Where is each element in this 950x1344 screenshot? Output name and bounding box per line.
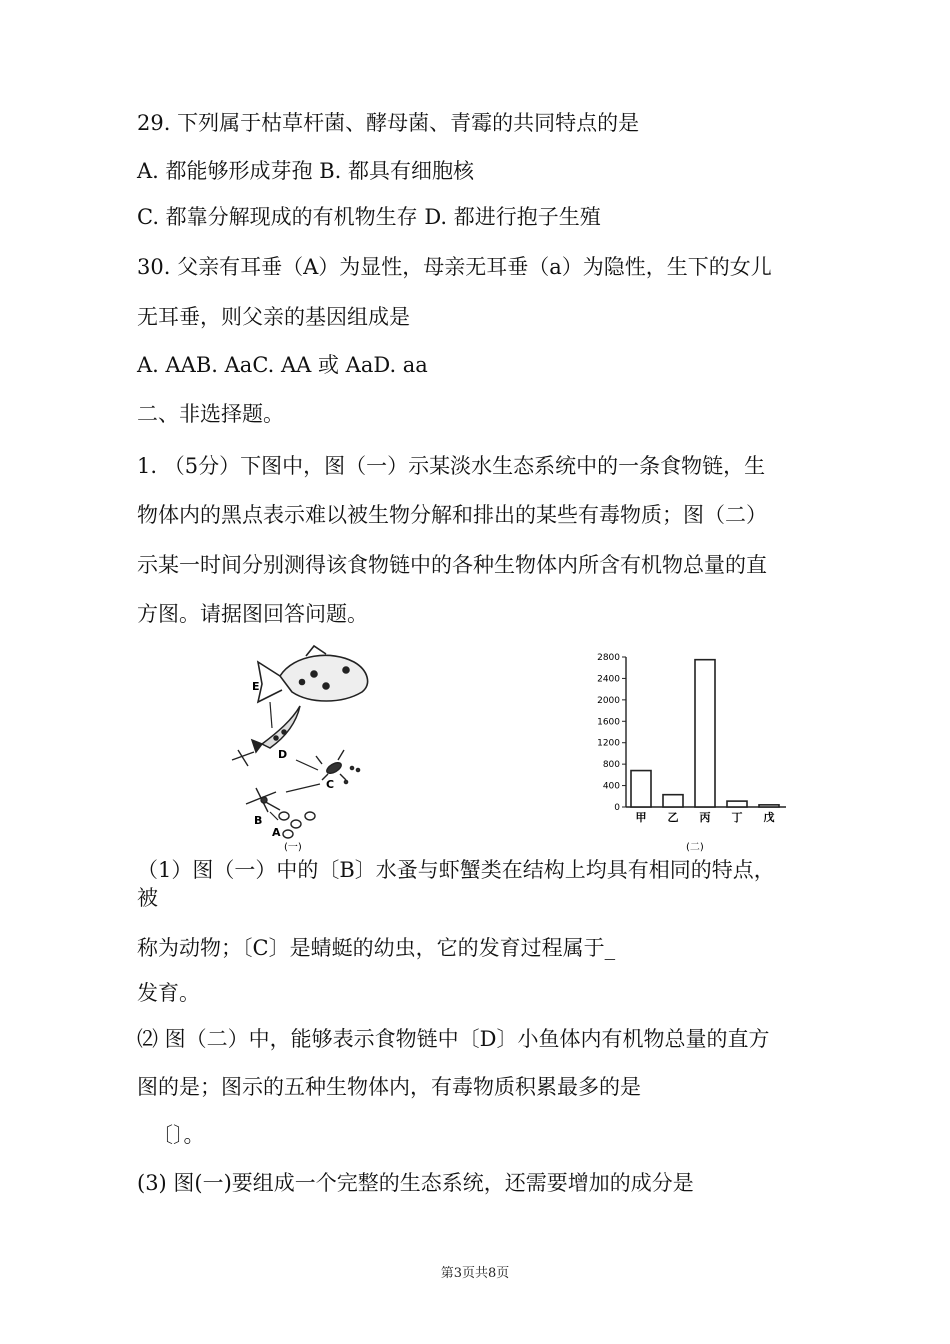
food-chain-figure [222,640,382,855]
water-flea-icon [232,750,280,812]
x-tick-label: 戊 [763,811,775,824]
sub-question-1-wrap: 被 [137,886,158,910]
x-tick-label: 甲 [635,811,647,824]
organic-matter-bar-chart [590,645,800,855]
x-tick-label: 丁 [731,811,743,824]
sub-question-2-blank: 〔〕。 [152,1123,205,1147]
bar-3 [695,660,715,807]
x-axis-labels [636,810,775,824]
sub-question-2: ⑵ 图（二）中，能够表示食物链中〔D〕小鱼体内有机物总量的直方 [137,1027,770,1051]
y-tick-label: 2000 [597,695,620,706]
q1-stem-4: 方图。请据图回答问题。 [137,602,368,626]
bar-1 [631,771,651,807]
bar-2 [663,795,683,807]
q1-stem-1: 1. （5分）下图中，图（一）示某淡水生态系统中的一条食物链，生 [137,454,766,478]
y-tick-label: 0 [614,803,620,813]
label-b: B [254,814,263,827]
question-29: 29. 下列属于枯草杆菌、酵母菌、青霉的共同特点的是 [137,111,640,135]
label-d: D [278,748,288,761]
bar-4 [727,801,747,807]
sub-question-1-end: 发育。 [137,981,200,1005]
q29-options-cd: C. 都靠分解现成的有机物生存 D. 都进行抱子生殖 [137,205,601,229]
figure2-caption: (二) [686,842,704,853]
figure1-caption: (一) [284,842,302,853]
y-tick-label: 2800 [597,653,620,663]
algae-icon [279,812,315,838]
y-tick-label: 400 [602,781,620,792]
sub-question-1: （1）图（一）中的〔B〕水蚤与虾蟹类在结构上均具有相同的特点， [137,858,775,882]
y-tick-label: 2400 [597,674,620,685]
y-tick-label: 800 [602,760,620,771]
dragonfly-larva-icon [316,750,360,784]
y-axis [597,653,786,813]
bar-5 [759,805,779,807]
q1-stem-2: 物体内的黑点表示难以被生物分解和排出的某些有毒物质；图（二） [137,503,767,527]
question-30-cont: 无耳垂，则父亲的基因组成是 [137,305,410,329]
label-a: A [272,826,281,839]
label-e: E [252,680,260,693]
question-30: 30. 父亲有耳垂（A）为显性，母亲无耳垂（a）为隐性，生下的女儿 [137,255,772,279]
section-heading: 二、非选择题。 [137,402,284,426]
q30-options: A. AAB. AaC. AA 或 AaD. aa [137,353,428,377]
q29-options-ab: A. 都能够形成芽孢 B. 都具有细胞核 [137,159,474,183]
x-tick-label: 乙 [667,811,679,824]
x-tick-label: 丙 [699,811,711,824]
page-footer: 第3页共8页 [440,1266,510,1281]
small-fish-icon [252,706,300,752]
label-c: C [326,778,335,791]
y-tick-label: 1600 [597,717,620,728]
sub-question-3: (3) 图(一)要组成一个完整的生态系统，还需要增加的成分是 [137,1171,694,1195]
q1-stem-3: 示某一时间分别测得该食物链中的各种生物体内所含有机物总量的直 [137,553,767,577]
bars [631,660,779,807]
big-fish-icon [258,646,368,702]
sub-question-2-cont: 图的是；图示的五种生物体内，有毒物质积累最多的是 [137,1075,641,1099]
sub-question-1-cont: 称为动物；〔C〕是蜻蜓的幼虫，它的发育过程属于_ [137,936,616,960]
y-tick-label: 1200 [597,738,620,749]
